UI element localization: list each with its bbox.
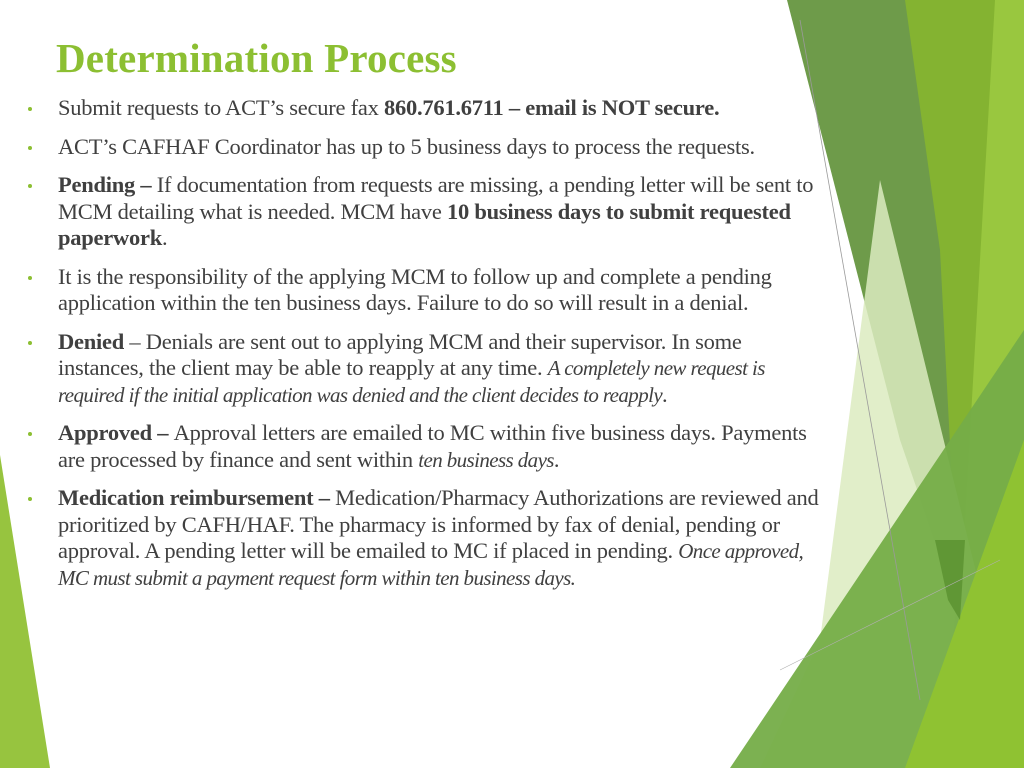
italic-note: Once approved, MC must submit a payment request form within ten business days. — [58, 539, 804, 590]
text-run: . — [553, 446, 560, 472]
bullet-dot-icon — [28, 497, 32, 501]
bullet-list — [20, 95, 825, 603]
bullet-item-responsibility — [20, 264, 825, 317]
bullet-item-approved — [20, 420, 825, 473]
bullet-dot-icon — [28, 107, 32, 111]
deadline-bold: 10 business days to submit requested paperwork — [58, 198, 791, 250]
text-run: Submit requests to ACT’s secure fax — [58, 95, 384, 120]
text-run: Approval letters are emailed to MC within five business days. Payments are processed by finance and sent within — [58, 420, 807, 472]
text-run: Medication/Pharmacy Authorizations are reviewed and prioritized by CAFH/HAF. The pharmacy is informed by fax of denial, pending or approval. A pending letter will be emailed to MC if placed in pending. — [58, 485, 819, 563]
text-run: ACT’s CAFHAF Coordinator has up to 5 business days to process the requests. — [58, 133, 755, 159]
bullet-item-coordinator — [20, 134, 825, 161]
pending-label: Pending – — [58, 172, 157, 197]
bullet-item-fax — [20, 95, 825, 122]
denied-label: Denied — [58, 328, 124, 354]
bullet-dot-icon — [28, 341, 32, 345]
italic-note: A completely new request is required if the initial application was denied and the client decides to reapply — [58, 356, 765, 407]
bullet-dot-icon — [28, 184, 32, 188]
text-run: . — [162, 225, 168, 250]
bullet-item-denied — [20, 329, 825, 409]
approved-label: Approved – — [58, 420, 174, 445]
text-run: It is the responsibility of the applying MCM to follow up and complete a pending application within the ten business days. Failure to do so will result in a denial. — [58, 263, 772, 315]
bullet-dot-icon — [28, 146, 32, 150]
bullet-item-medication — [20, 485, 825, 591]
bullet-dot-icon — [28, 276, 32, 280]
bullet-dot-icon — [28, 432, 32, 436]
text-run: – Denials are sent out to applying MCM and their supervisor. In some instances, the client may be able to reapply at any time. — [58, 328, 742, 380]
italic-note: ten business days — [418, 447, 554, 472]
fax-number-bold: 860.761.6711 – email is NOT secure. — [383, 95, 720, 120]
text-run: . — [662, 381, 668, 407]
text-run: If documentation from requests are missing, a pending letter will be sent to MCM detailing what is needed. MCM have — [58, 172, 814, 224]
bullet-item-pending — [20, 172, 825, 252]
slide-title: Determination Process — [56, 35, 457, 81]
medication-label: Medication reimbursement – — [58, 485, 336, 510]
